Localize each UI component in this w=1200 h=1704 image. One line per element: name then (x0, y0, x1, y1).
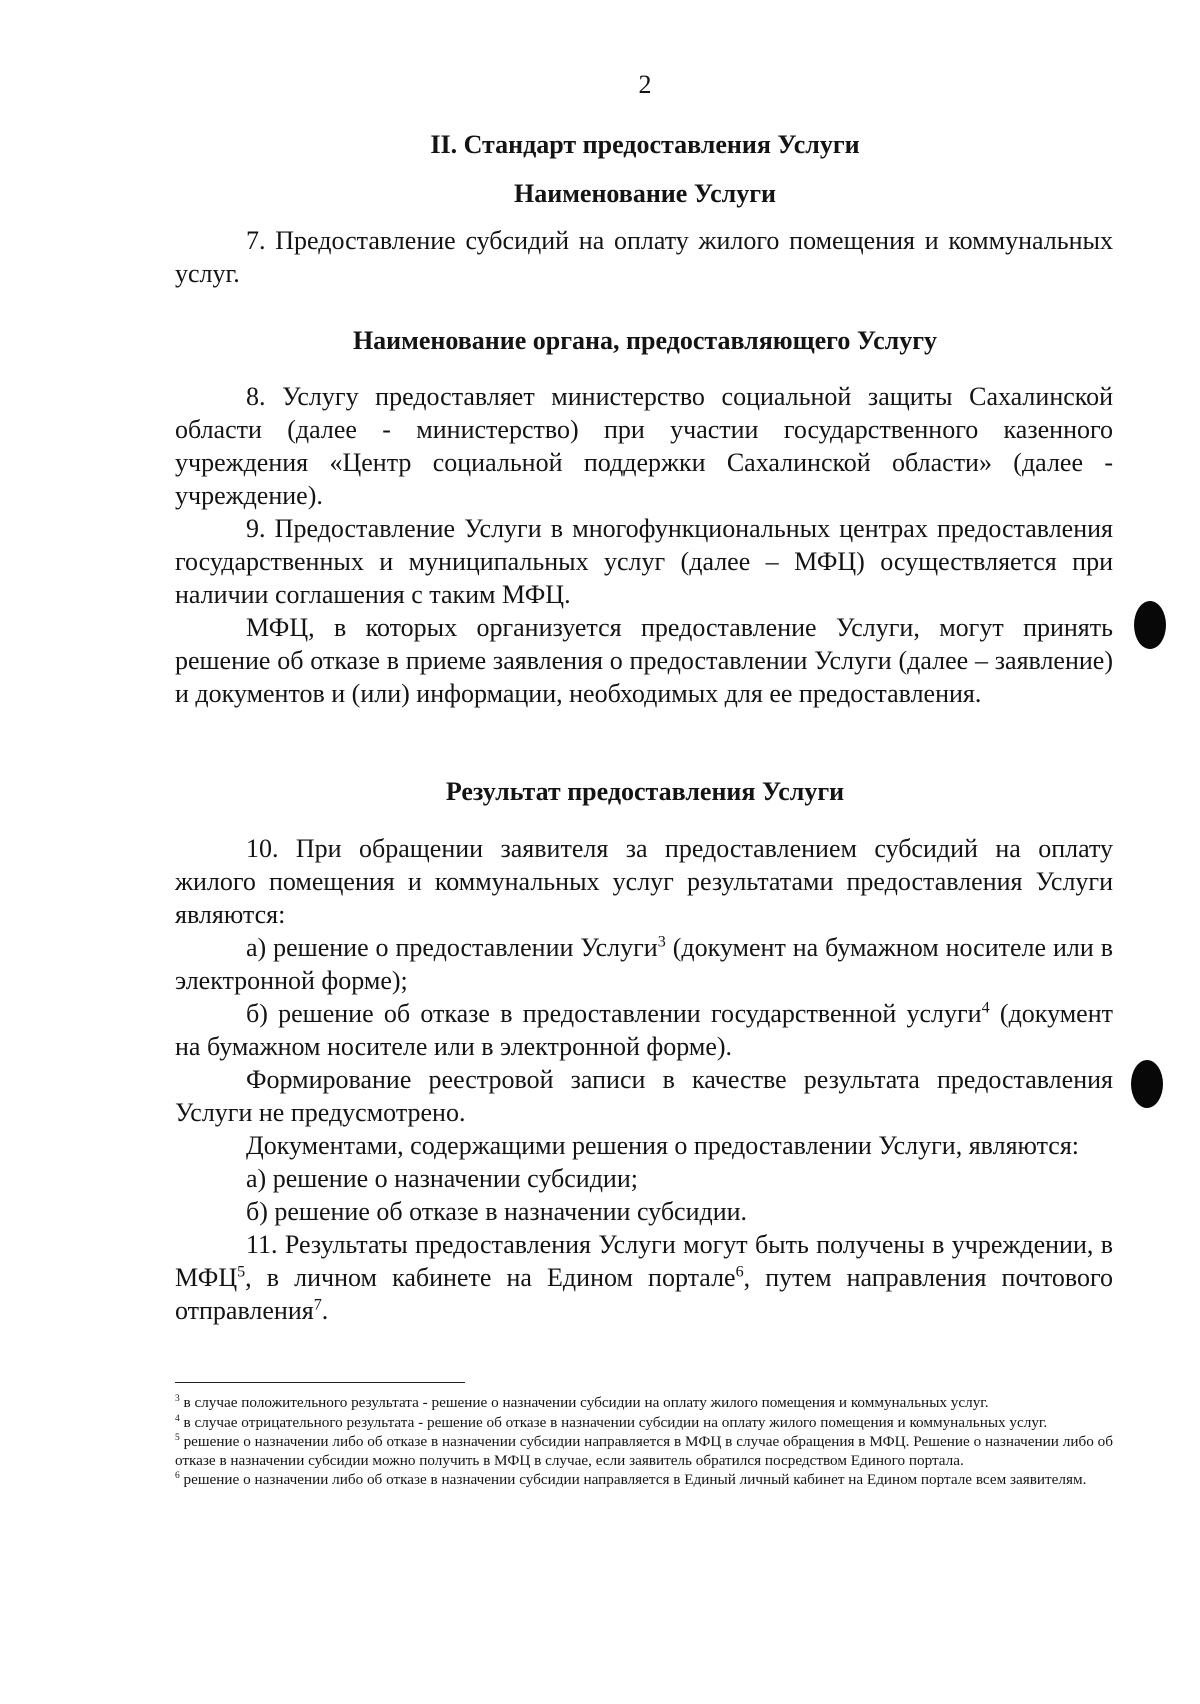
footnote-text: решение о назначении либо об отказе в назначении субсидии направляется в Единый личный кабинет на Едином портале всем заявителям. (179, 1471, 1087, 1488)
footnote-number: 4 (175, 1413, 180, 1424)
item-text: б) решение об отказе в предоставлении государственной услуги (246, 999, 982, 1028)
footnote-ref-4: 4 (981, 999, 990, 1017)
paragraph-mfc: МФЦ, в которых организуется предоставление Услуги, могут принять решение об отказе в приеме заявления о предоставлении Услуги (далее – заявление) и документов и (или) информации, необходимых для ее предоставления. (175, 613, 1113, 708)
p11-text-mid: , в личном кабинете на Едином портале (245, 1263, 736, 1292)
footnote-5 (175, 1433, 1113, 1470)
paragraph-11 (175, 1228, 1113, 1327)
block-service-name (175, 224, 1113, 290)
footnote-ref-5: 5 (237, 1263, 246, 1281)
heading-result: Результат предоставления Услуги (445, 777, 845, 806)
list-item-b-document: б) решение об отказе в назначении субсидии. (246, 1197, 748, 1226)
paragraph-registry: Формирование реестровой записи в качестве результата предоставления Услуги не предусмотрено. (175, 1065, 1113, 1127)
footnote-number: 3 (175, 1393, 180, 1404)
p11-text-start: 11. Результаты предоставления Услуги могут быть получены в учреждении, в МФЦ (175, 1230, 1113, 1292)
heading-service-name: Наименование Услуги (513, 179, 777, 208)
footnote-number: 6 (175, 1470, 180, 1481)
list-item-a-document: а) решение о назначении субсидии; (246, 1164, 638, 1193)
footnote-text: в случае отрицательного результата - решение об отказе в назначении субсидии на оплату жилого помещения и коммунальных услуг. (179, 1413, 1048, 1431)
punch-hole-mark (1134, 601, 1166, 649)
footnote-6 (175, 1471, 1113, 1490)
item-tail: (документ на бумажном носителе или в электронной форме). (175, 999, 1113, 1061)
list-item-b-result (175, 997, 1113, 1063)
punch-hole-mark (1131, 1060, 1163, 1108)
p11-text-mid2: , путем направления почтового отправления (175, 1263, 1113, 1325)
paragraph-documents: Документами, содержащими решения о предоставлении Услуги, являются: (246, 1131, 1080, 1160)
list-item-a-result (175, 931, 1113, 997)
footnotes (175, 1394, 1113, 1491)
page-number: 2 (638, 70, 652, 99)
footnote-ref-3: 3 (657, 933, 666, 951)
footnote-4 (175, 1414, 1113, 1433)
footnote-number: 5 (175, 1432, 180, 1443)
block-organ (175, 380, 1113, 710)
footnote-ref-6: 6 (735, 1263, 744, 1281)
section-heading: II. Стандарт предоставления Услуги (430, 130, 860, 159)
paragraph-7: 7. Предоставление субсидий на оплату жилого помещения и коммунальных услуг. (175, 226, 1113, 288)
item-text: а) решение о предоставлении Услуги (246, 933, 658, 962)
paragraph-9: 9. Предоставление Услуги в многофункциональных центрах предоставления государственных и муниципальных услуг (далее – МФЦ) осуществляется при наличии соглашения с таким МФЦ. (175, 514, 1113, 609)
footnote-text: в случае положительного результата - решение о назначении субсидии на оплату жилого помещения и коммунальных услуг. (179, 1394, 989, 1411)
paragraph-10: 10. При обращении заявителя за предоставлением субсидий на оплату жилого помещения и коммунальных услуг результатами предоставления Услуги являются: (175, 834, 1113, 929)
paragraph-8: 8. Услугу предоставляет министерство социальной защиты Сахалинской области (далее - министерство) при участии государственного казенного учреждения «Центр социальной поддержки Сахалинской области» (далее - учреждение). (175, 382, 1113, 510)
footnote-3 (175, 1394, 1113, 1413)
heading-organ: Наименование органа, предоставляющего Услугу (352, 326, 938, 355)
item-tail: (документ на бумажном носителе или в электронной форме); (175, 933, 1114, 995)
p11-text-end: . (321, 1296, 329, 1325)
footnote-separator (175, 1382, 465, 1383)
footnote-ref-7: 7 (313, 1296, 322, 1314)
block-result (175, 832, 1113, 1327)
footnote-text: решение о назначении либо об отказе в назначении субсидии направляется в МФЦ в случае обращения в МФЦ. Решение о назначении либо об отказе в назначении субсидии можно получить в МФЦ в случае, если заявитель обратился посредством Единого портала. (175, 1433, 1113, 1469)
